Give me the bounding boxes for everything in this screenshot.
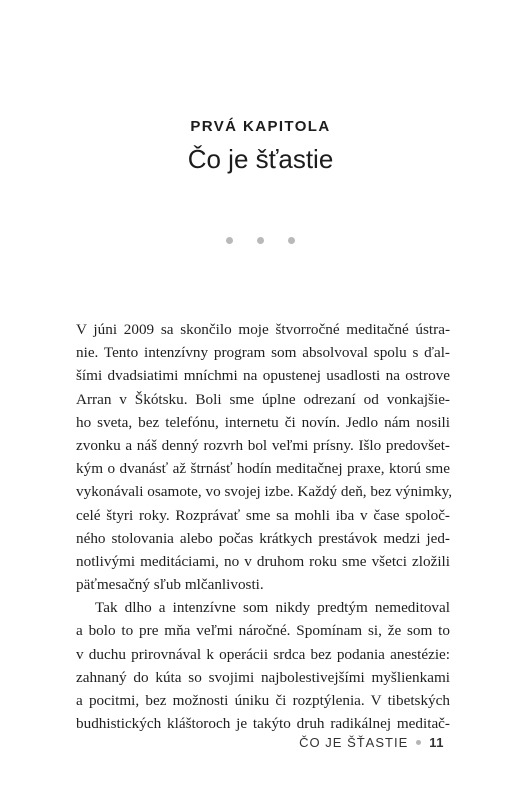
ornament-dot bbox=[288, 237, 295, 244]
text-line: päťmesačný sľub mlčanlivosti. bbox=[76, 576, 264, 594]
text-line: kým o dvanásť až štrnásť hodín meditačnej praxe, ktorú sme bbox=[76, 460, 450, 478]
text-line: ného stolovania alebo počas krátkych prestávok medzi jed- bbox=[76, 529, 450, 547]
text-line: ho sveta, bez telefónu, internetu či novín. Jedlo nám nosili bbox=[76, 413, 450, 431]
running-title: ČO JE ŠŤASTIE bbox=[299, 735, 409, 750]
body-text bbox=[76, 318, 453, 735]
text-line: notlivými meditáciami, no v druhom roku sme všetci zložili bbox=[76, 552, 450, 570]
page-number: 11 bbox=[429, 735, 444, 750]
ornament-divider bbox=[0, 237, 521, 244]
text-line: vykonávali osamote, vo svojej izbe. Každý deň, bez výnimky, bbox=[76, 483, 453, 501]
text-line: zahnaný do kúta so svojimi najbolestivejšími myšlienkami bbox=[76, 668, 450, 686]
text-line: Arran v Škótsku. Boli sme úplne odrezaní od vonkajšie- bbox=[76, 390, 450, 408]
text-line: v duchu prirovnával k operácii srdca bez podania anestézie: bbox=[76, 645, 450, 663]
text-line: celé štyri roky. Rozprávať sme sa mohli iba v čase spoloč- bbox=[76, 506, 450, 524]
text-line: a bolo to pre mňa veľmi náročné. Spomínam si, že som to bbox=[76, 622, 450, 640]
text-line: šími dvadsiatimi mníchmi na opustenej usadlosti na ostrove bbox=[76, 367, 450, 385]
text-line: zvonku a náš denný rozvrh bol veľmi prísny. Išlo predovšet- bbox=[76, 436, 450, 454]
chapter-label: PRVÁ KAPITOLA bbox=[190, 118, 331, 135]
text-line: nie. Tento intenzívny program som absolvoval spolu s ďal- bbox=[76, 344, 450, 362]
ornament-dot bbox=[226, 237, 233, 244]
running-footer bbox=[299, 735, 444, 750]
ornament-dot bbox=[257, 237, 264, 244]
paragraph-1 bbox=[76, 318, 453, 596]
paragraph-2 bbox=[76, 596, 450, 735]
footer-separator-dot bbox=[416, 740, 421, 745]
chapter-title: Čo je šťastie bbox=[187, 144, 334, 174]
text-line: a pocitmi, bez možnosti úniku či rozptýlenia. V tibetských bbox=[76, 692, 450, 709]
text-line: V júni 2009 sa skončilo moje štvorročné meditačné ústra- bbox=[76, 321, 450, 338]
text-line: budhistických kláštoroch je takýto druh radikálnej meditač- bbox=[76, 715, 450, 733]
text-line: Tak dlho a intenzívne som nikdy predtým nemeditoval bbox=[95, 599, 450, 617]
